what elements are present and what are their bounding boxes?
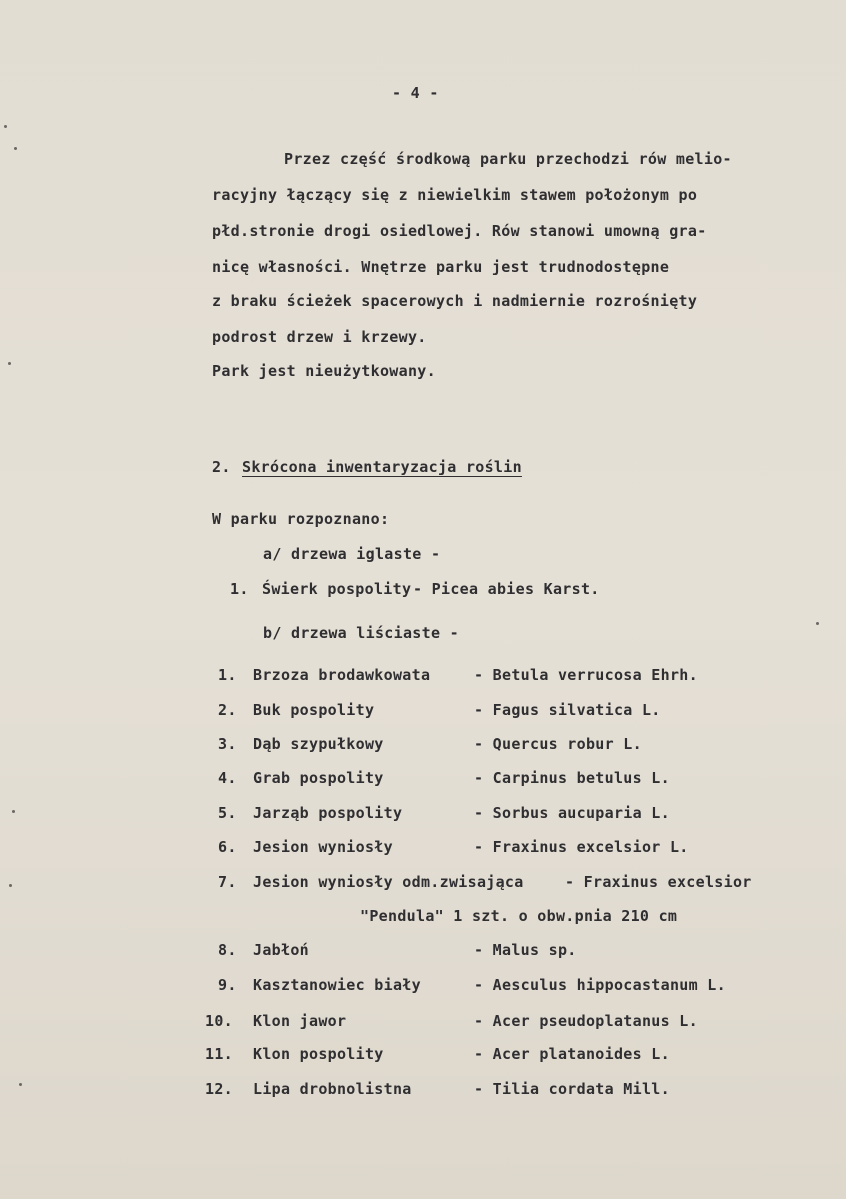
list-item-continuation: "Pendula" 1 szt. o obw.pnia 210 cm xyxy=(360,907,678,925)
paper-speck xyxy=(19,1083,22,1086)
paper-speck xyxy=(9,884,12,887)
list-item-number: 1. xyxy=(230,580,249,598)
page-number: - 4 - xyxy=(392,84,439,102)
paragraph-line: Przez część środkową parku przechodzi rów melio- xyxy=(284,150,732,168)
list-item-latin: - Picea abies Karst. xyxy=(413,580,600,598)
list-item-name: Buk pospolity xyxy=(253,701,375,719)
list-item-name: Jabłoń xyxy=(253,941,309,959)
list-item-latin: - Carpinus betulus L. xyxy=(474,769,670,787)
list-item-latin: - Fagus silvatica L. xyxy=(474,701,661,719)
list-item-name: Dąb szypułkowy xyxy=(253,735,384,753)
paper-speck xyxy=(4,125,7,128)
list-item-number: 5. xyxy=(218,804,237,822)
paragraph-line: racyjny łączący się z niewielkim stawem położonym po xyxy=(212,186,698,204)
list-item-name: Lipa drobnolistna xyxy=(253,1080,412,1098)
list-item-latin: - Betula verrucosa Ehrh. xyxy=(474,666,698,684)
paragraph-line: z braku ścieżek spacerowych i nadmiernie rozrośnięty xyxy=(212,292,698,310)
list-item-latin: - Tilia cordata Mill. xyxy=(474,1080,670,1098)
list-item-latin: - Fraxinus excelsior xyxy=(565,873,752,891)
deciduous-heading: b/ drzewa liściaste - xyxy=(263,624,459,642)
list-item-number: 7. xyxy=(218,873,237,891)
list-item-latin: - Acer pseudoplatanus L. xyxy=(474,1012,698,1030)
list-item-number: 9. xyxy=(218,976,237,994)
paper-speck xyxy=(14,147,17,150)
paper-speck xyxy=(12,810,15,813)
list-item-number: 12. xyxy=(205,1080,233,1098)
list-item-name: Jarząb pospolity xyxy=(253,804,403,822)
list-item-number: 6. xyxy=(218,838,237,856)
list-item-name: Grab pospolity xyxy=(253,769,384,787)
list-item-latin: - Fraxinus excelsior L. xyxy=(474,838,689,856)
list-item-latin: - Quercus robur L. xyxy=(474,735,642,753)
list-item-name: Jesion wyniosły odm.zwisająca xyxy=(253,873,524,891)
list-item-number: 10. xyxy=(205,1012,233,1030)
section-number: 2. xyxy=(212,458,231,476)
list-item-name: Jesion wyniosły xyxy=(253,838,393,856)
paragraph-line: podrost drzew i krzewy. xyxy=(212,328,427,346)
section-title: Skrócona inwentaryzacja roślin xyxy=(242,458,522,476)
list-item-number: 4. xyxy=(218,769,237,787)
paragraph-line: nicę własności. Wnętrze parku jest trudnodostępne xyxy=(212,258,670,276)
paragraph-line: Park jest nieużytkowany. xyxy=(212,362,436,380)
conifers-heading: a/ drzewa iglaste - xyxy=(263,545,441,563)
paper-speck xyxy=(816,622,819,625)
list-item-name: Klon pospolity xyxy=(253,1045,384,1063)
list-item-number: 11. xyxy=(205,1045,233,1063)
list-item-latin: - Sorbus aucuparia L. xyxy=(474,804,670,822)
list-item-name: Kasztanowiec biały xyxy=(253,976,421,994)
list-item-latin: - Acer platanoides L. xyxy=(474,1045,670,1063)
list-item-latin: - Malus sp. xyxy=(474,941,577,959)
list-item-number: 8. xyxy=(218,941,237,959)
list-item-name: Klon jawor xyxy=(253,1012,347,1030)
list-item-latin: - Aesculus hippocastanum L. xyxy=(474,976,726,994)
intro-text: W parku rozpoznano: xyxy=(212,510,390,528)
list-item-number: 3. xyxy=(218,735,237,753)
paragraph-line: płd.stronie drogi osiedlowej. Rów stanowi umowną gra- xyxy=(212,222,707,240)
list-item-name: Brzoza brodawkowata xyxy=(253,666,431,684)
list-item-number: 1. xyxy=(218,666,237,684)
list-item-number: 2. xyxy=(218,701,237,719)
paper-speck xyxy=(8,362,11,365)
list-item-name: Świerk pospolity xyxy=(262,580,412,598)
